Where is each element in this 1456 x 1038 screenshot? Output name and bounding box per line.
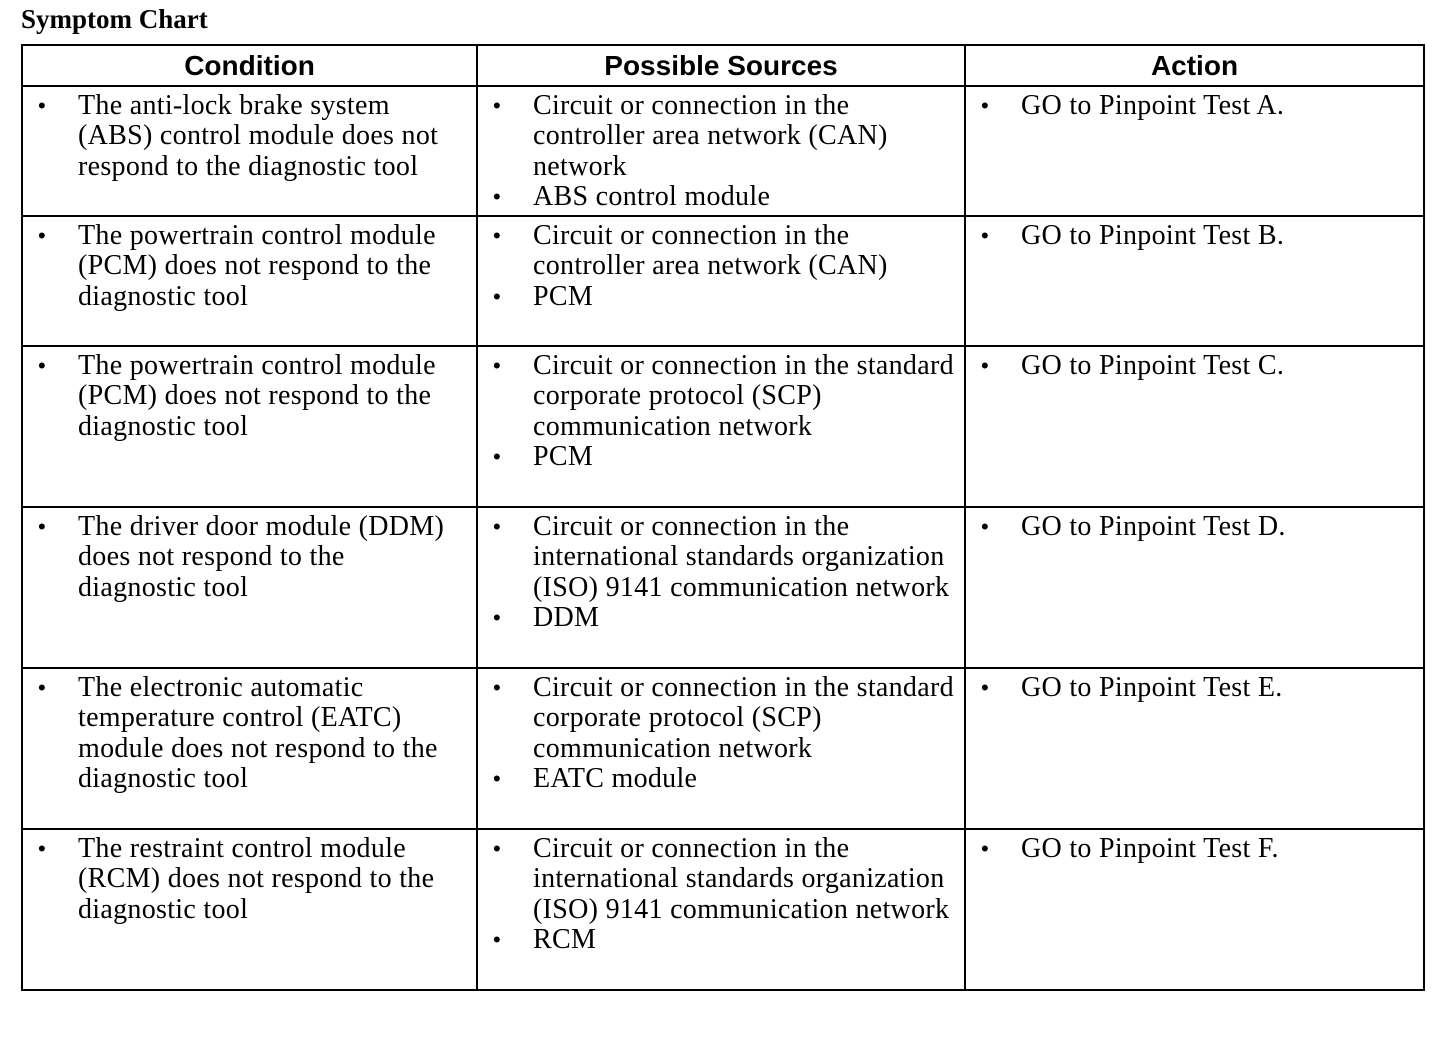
condition-item: • The restraint control module (RCM) does not respond to the diagnostic tool — [23, 834, 476, 925]
condition-item: • The powertrain control module (PCM) does not respond to the diagnostic tool — [23, 351, 476, 442]
sources-cell — [477, 507, 965, 668]
sources-list — [478, 217, 964, 312]
condition-list — [23, 217, 476, 312]
condition-cell — [22, 829, 477, 990]
action-list — [966, 217, 1423, 251]
header-row — [22, 45, 1424, 86]
sources-list — [478, 347, 964, 473]
sources-cell — [477, 86, 965, 216]
action-cell — [965, 668, 1424, 829]
source-item: • ABS control module — [478, 182, 964, 212]
table-row — [22, 829, 1424, 990]
sources-cell — [477, 346, 965, 507]
sources-list — [478, 508, 964, 634]
condition-list — [23, 830, 476, 925]
symptom-table — [21, 44, 1425, 991]
condition-cell — [22, 86, 477, 216]
sources-list — [478, 830, 964, 956]
sources-list — [478, 87, 964, 213]
condition-cell — [22, 346, 477, 507]
sources-list — [478, 669, 964, 795]
action-cell — [965, 829, 1424, 990]
header-possible-sources: Possible Sources — [477, 45, 965, 86]
condition-item: • The powertrain control module (PCM) does not respond to the diagnostic tool — [23, 221, 476, 312]
action-item: • GO to Pinpoint Test C. — [966, 351, 1423, 381]
table-row — [22, 346, 1424, 507]
action-item: • GO to Pinpoint Test D. — [966, 512, 1423, 542]
condition-item: • The driver door module (DDM) does not respond to the diagnostic tool — [23, 512, 476, 603]
action-cell — [965, 86, 1424, 216]
condition-cell — [22, 668, 477, 829]
action-cell — [965, 216, 1424, 346]
action-item: • GO to Pinpoint Test A. — [966, 91, 1423, 121]
source-item: • PCM — [478, 442, 964, 472]
table-row — [22, 668, 1424, 829]
action-list — [966, 669, 1423, 703]
table-row — [22, 507, 1424, 668]
source-item: • Circuit or connection in the controller area network (CAN) network — [478, 91, 964, 182]
source-item: • DDM — [478, 603, 964, 633]
header-condition: Condition — [22, 45, 477, 86]
source-item: • Circuit or connection in the international standards organization (ISO) 9141 communication network — [478, 512, 964, 603]
table-row — [22, 216, 1424, 346]
sources-cell — [477, 829, 965, 990]
condition-cell — [22, 216, 477, 346]
action-item: • GO to Pinpoint Test E. — [966, 673, 1423, 703]
source-item: • Circuit or connection in the controller area network (CAN) — [478, 221, 964, 282]
action-item: • GO to Pinpoint Test F. — [966, 834, 1423, 864]
action-list — [966, 87, 1423, 121]
action-cell — [965, 346, 1424, 507]
action-list — [966, 830, 1423, 864]
table-row — [22, 86, 1424, 216]
action-list — [966, 347, 1423, 381]
action-item: • GO to Pinpoint Test B. — [966, 221, 1423, 251]
action-cell — [965, 507, 1424, 668]
condition-list — [23, 669, 476, 795]
sources-cell — [477, 668, 965, 829]
source-item: • PCM — [478, 282, 964, 312]
source-item: • Circuit or connection in the international standards organization (ISO) 9141 communication network — [478, 834, 964, 925]
page-title: Symptom Chart — [21, 4, 208, 34]
action-list — [966, 508, 1423, 542]
source-item: • RCM — [478, 925, 964, 955]
source-item: • Circuit or connection in the standard corporate protocol (SCP) communication network — [478, 351, 964, 442]
condition-list — [23, 347, 476, 442]
condition-list — [23, 508, 476, 603]
condition-item: • The electronic automatic temperature control (EATC) module does not respond to the diagnostic tool — [23, 673, 476, 795]
header-action: Action — [965, 45, 1424, 86]
source-item: • EATC module — [478, 764, 964, 794]
condition-list — [23, 87, 476, 182]
source-item: • Circuit or connection in the standard corporate protocol (SCP) communication network — [478, 673, 964, 764]
sources-cell — [477, 216, 965, 346]
condition-item: • The anti-lock brake system (ABS) control module does not respond to the diagnostic tool — [23, 91, 476, 182]
condition-cell — [22, 507, 477, 668]
